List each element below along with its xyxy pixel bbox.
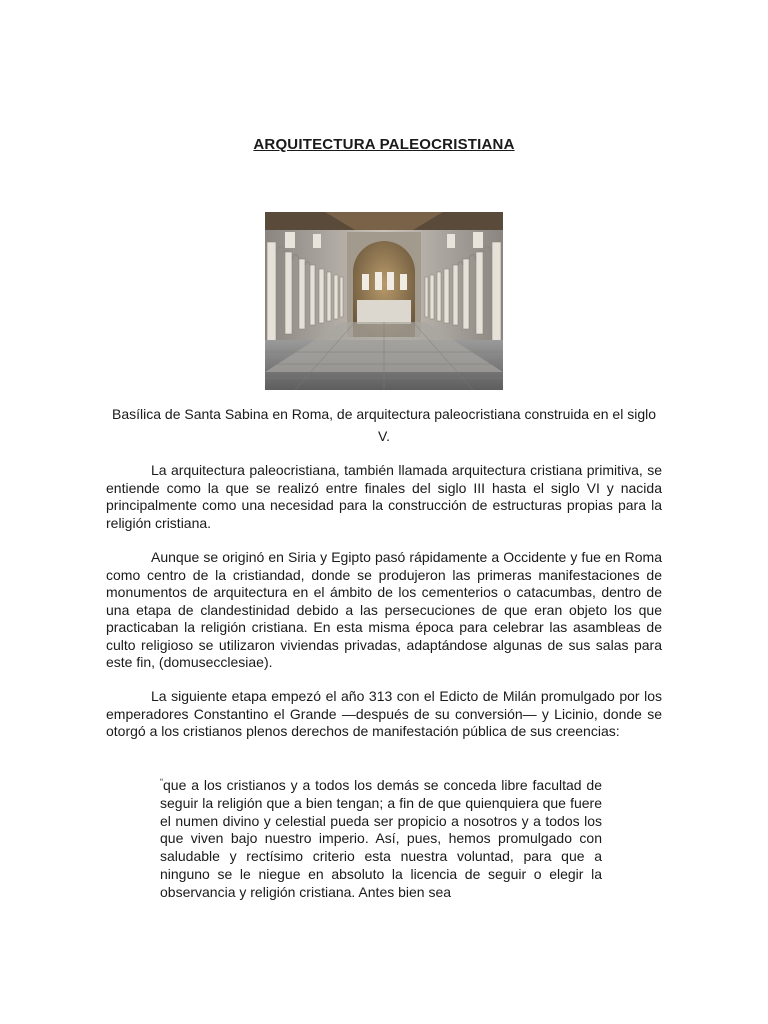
quote-mark: “ — [160, 777, 163, 787]
quote-text: que a los cristianos y a todos los demás se conceda libre facultad de seguir la religión que a bien tengan; a fin de que quienquiera que fuere el numen divino y celestial pueda ser propicio a nosotros y a todos los que viven bajo nuestro imperio. Así, pues, hemos promulgado con saludable y rectísimo criterio esta nuestra voluntad, para que a ninguno se le niegue en absoluto la licencia de seguir o elegir la observancia y religión cristiana. Antes bien sea — [160, 777, 602, 900]
basilica-photo — [265, 212, 503, 390]
edict-quote — [160, 774, 602, 902]
paragraph-2: Aunque se originó en Siria y Egipto pasó rápidamente a Occidente y fue en Roma como centro de la cristiandad, donde se produjeron las primeras manifestaciones de monumentos de arquitectura en el ámbito de los cementerios o catacumbas, dentro de una etapa de clandestinidad debido a las persecuciones de que eran objeto los que practicaban la religión cristiana. En esta misma época para celebrar las asambleas de culto religioso se utilizaron viviendas privadas, adaptándose algunas de sus salas para este fin, (domusecclesiae). — [106, 549, 662, 670]
photo-caption: Basílica de Santa Sabina en Roma, de arquitectura paleocristiana construida en el siglo V. — [112, 406, 656, 444]
paragraph-3: La siguiente etapa empezó el año 313 con el Edicto de Milán promulgado por los emperadores Constantino el Grande —después de su conversión— y Licinio, donde se otorgó a los cristianos plenos derechos de manifestación pública de sus creencias: — [106, 688, 662, 739]
page-title: ARQUITECTURA PALEOCRISTIANA — [253, 136, 515, 153]
paragraph-1: La arquitectura paleocristiana, también llamada arquitectura cristiana primitiva, se entiende como la que se realizó entre finales del siglo III hasta el siglo VI y nacida principalmente como una necesidad para la construcción de estructuras propias para la religión cristiana. — [106, 462, 662, 531]
